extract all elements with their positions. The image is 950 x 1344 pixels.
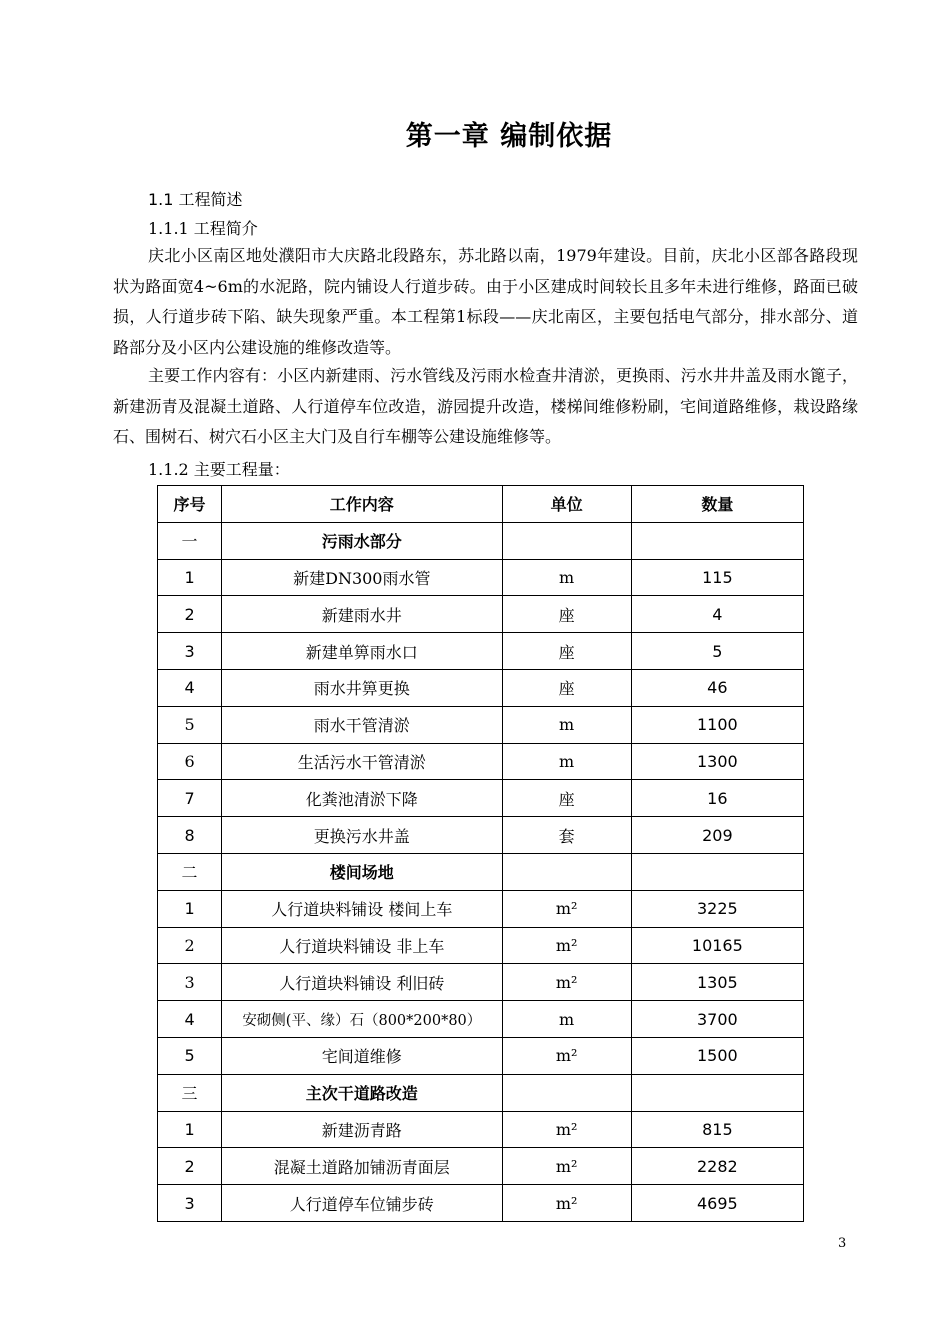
row-unit: 座 <box>502 633 631 670</box>
table-row <box>158 743 804 780</box>
row-quantity: 2282 <box>631 1148 803 1185</box>
row-quantity: 3700 <box>631 1001 803 1038</box>
subsection-heading-intro: 1.1.1 工程简介 <box>148 219 258 238</box>
row-unit: m <box>502 743 631 780</box>
row-work: 人行道块料铺设 非上车 <box>222 927 502 964</box>
row-work: 宅间道维修 <box>222 1037 502 1074</box>
table-section-row <box>158 522 804 559</box>
row-unit: m² <box>502 890 631 927</box>
row-work: 新建雨水井 <box>222 596 502 633</box>
row-work: 人行道块料铺设 楼间上车 <box>222 890 502 927</box>
header-cell-no: 序号 <box>158 486 222 523</box>
row-quantity: 3225 <box>631 890 803 927</box>
row-work: 人行道块料铺设 利旧砖 <box>222 964 502 1001</box>
row-work: 更换污水井盖 <box>222 817 502 854</box>
row-unit: m² <box>502 1111 631 1148</box>
row-work: 新建单箅雨水口 <box>222 633 502 670</box>
table-row <box>158 1111 804 1148</box>
project-intro-paragraph: 庆北小区南区地处濮阳市大庆路北段路东，苏北路以南，1979年建设。目前，庆北小区部各路段现状为路面宽4~6m的水泥路，院内铺设人行道步砖。由于小区建成时间较长且多年未进行维修，路面已破损，人行道步砖下陷、缺失现象严重。本工程第1标段——庆北南区，主要包括电气部分，排水部分、道路部分及小区内公建设施的维修改造等。 <box>113 246 858 357</box>
table-row <box>158 706 804 743</box>
row-work: 生活污水干管清淤 <box>222 743 502 780</box>
row-unit <box>502 522 631 559</box>
main-work-paragraph: 主要工作内容有：小区内新建雨、污水管线及污雨水检查井清淤，更换雨、污水井井盖及雨水篦子，新建沥青及混凝土道路、人行道停车位改造，游园提升改造，楼梯间维修粉刷，宅间道路维修，栽设路缘石、围树石、树穴石小区主大门及自行车棚等公建设施维修等。 <box>113 366 858 446</box>
table-row <box>158 1185 804 1222</box>
row-quantity: 1305 <box>631 964 803 1001</box>
table-section-row <box>158 853 804 890</box>
row-quantity: 815 <box>631 1111 803 1148</box>
row-unit: 座 <box>502 669 631 706</box>
row-no: 8 <box>158 817 222 854</box>
row-work: 新建DN300雨水管 <box>222 559 502 596</box>
row-quantity <box>631 853 803 890</box>
table-row <box>158 669 804 706</box>
table-row <box>158 633 804 670</box>
row-quantity <box>631 1074 803 1111</box>
row-quantity: 209 <box>631 817 803 854</box>
row-no: 2 <box>158 596 222 633</box>
row-unit <box>502 1074 631 1111</box>
row-unit: m <box>502 1001 631 1038</box>
row-quantity: 115 <box>631 559 803 596</box>
row-unit <box>502 853 631 890</box>
row-unit: m² <box>502 1148 631 1185</box>
row-no: 5 <box>158 1037 222 1074</box>
row-no: 3 <box>158 633 222 670</box>
row-work: 安砌侧(平、缘）石（800*200*80） <box>222 1001 502 1038</box>
row-no: 3 <box>158 964 222 1001</box>
row-no: 2 <box>158 927 222 964</box>
row-no: 3 <box>158 1185 222 1222</box>
table-row <box>158 559 804 596</box>
row-quantity: 4695 <box>631 1185 803 1222</box>
row-unit: m² <box>502 1185 631 1222</box>
row-no: 一 <box>158 522 222 559</box>
table-row <box>158 1148 804 1185</box>
row-quantity: 16 <box>631 780 803 817</box>
row-unit: m <box>502 559 631 596</box>
row-work: 雨水井箅更换 <box>222 669 502 706</box>
quantities-table <box>157 485 804 1222</box>
row-no: 5 <box>158 706 222 743</box>
section-heading: 1.1 工程简述 <box>148 190 243 209</box>
row-no: 二 <box>158 853 222 890</box>
row-unit: m² <box>502 964 631 1001</box>
row-work: 楼间场地 <box>222 853 502 890</box>
row-work: 主次干道路改造 <box>222 1074 502 1111</box>
row-quantity: 10165 <box>631 927 803 964</box>
row-quantity: 5 <box>631 633 803 670</box>
table-section-row <box>158 1074 804 1111</box>
row-work: 化粪池清淤下降 <box>222 780 502 817</box>
row-quantity: 4 <box>631 596 803 633</box>
table-row <box>158 1001 804 1038</box>
row-unit: 座 <box>502 596 631 633</box>
row-no: 4 <box>158 1001 222 1038</box>
row-unit: 套 <box>502 817 631 854</box>
row-no: 1 <box>158 559 222 596</box>
row-quantity: 1100 <box>631 706 803 743</box>
subsection-heading-quantities: 1.1.2 主要工程量： <box>148 460 290 479</box>
row-no: 1 <box>158 1111 222 1148</box>
page-number: 3 <box>838 1236 847 1251</box>
table-row <box>158 596 804 633</box>
table-row <box>158 890 804 927</box>
row-no: 6 <box>158 743 222 780</box>
row-quantity: 1300 <box>631 743 803 780</box>
table-row <box>158 927 804 964</box>
row-quantity <box>631 522 803 559</box>
row-work: 新建沥青路 <box>222 1111 502 1148</box>
table-row <box>158 817 804 854</box>
row-unit: m² <box>502 927 631 964</box>
row-work: 混凝土道路加铺沥青面层 <box>222 1148 502 1185</box>
row-unit: m <box>502 706 631 743</box>
row-no: 7 <box>158 780 222 817</box>
header-cell-work: 工作内容 <box>222 486 502 523</box>
table-row <box>158 780 804 817</box>
row-unit: 座 <box>502 780 631 817</box>
header-cell-quantity: 数量 <box>631 486 803 523</box>
row-work: 人行道停车位铺步砖 <box>222 1185 502 1222</box>
row-work: 污雨水部分 <box>222 522 502 559</box>
row-quantity: 46 <box>631 669 803 706</box>
header-cell-unit: 单位 <box>502 486 631 523</box>
table-header-row <box>158 486 804 523</box>
table-row <box>158 964 804 1001</box>
row-unit: m² <box>502 1037 631 1074</box>
row-no: 三 <box>158 1074 222 1111</box>
table-row <box>158 1037 804 1074</box>
row-no: 2 <box>158 1148 222 1185</box>
row-work: 雨水干管清淤 <box>222 706 502 743</box>
row-no: 1 <box>158 890 222 927</box>
chapter-title: 第一章 编制依据 <box>405 121 613 152</box>
row-quantity: 1500 <box>631 1037 803 1074</box>
row-no: 4 <box>158 669 222 706</box>
